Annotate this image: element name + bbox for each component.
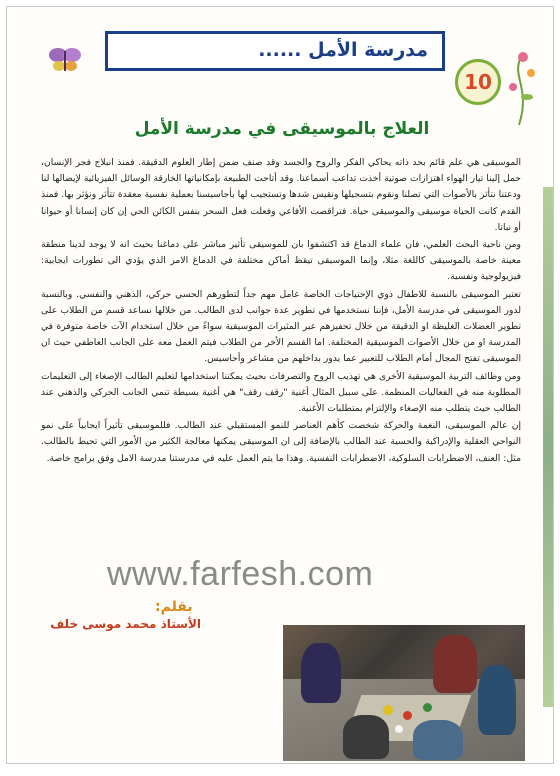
- watermark: www.farfesh.com: [107, 555, 374, 593]
- paragraph: الموسيقى هي علم قائم بحد ذاته يحاكي الفكر والروح والجسد وقد صنف ضمن إطار العلوم الدقيقة. فمنذ انبلاج فجر الإنسان، حمل إلينا تيار الهواء اهتزازات صوتية أخذت تداعب أسماعنا. وقد أتاحت الطبيعة بإمكانياتها الخارقة الوسائل الفيزيائية لإيصالها لنا ودعتنا نتأثر بالأصوات التي تصلنا ونقوم بتسجيلها ونقيس شدها وتستجيب لها بأحاسيسنا بعملية نفسية معقدة تتأثر ونؤثر بها. فمنذ القدم كانت الحياة موسيقى والموسيقى حياة. فتراقصت الأفاعي وفعلت فعل السحر بنفس الكائن الحي إن كان إنسانا أو حيوانا أو نباتا.: [41, 157, 521, 233]
- paragraph: ومن ناحية البحث العلمي، فان علماء الدماغ قد اكتشفوا بان للموسيقى تأثير مباشر على دماغنا بحيث انه لا يوجد لدينا منطقة معينة خاصة بالموسيقى كاللغة مثلا، وإنما الموسيقى تيقظ أماكن مختلفة في الدماغ الامر الذي يؤدي الى تطورات ايجابية: فيزيولوجية ونفسية.: [41, 239, 521, 283]
- section-title: مدرسة الأمل ......: [258, 39, 428, 61]
- paragraph: تعتبر الموسيقى بالنسبة للاطفال ذوي الإحتياجات الخاصة عامل مهم جداً لتطورهم الحسي حركي، الذهني والنفسي. وبالنسبة لدور الموسيقى في مدرسة الأمل، فإننا نستخدمها في تطوير عدة جوانب لدى الطالب. من خلالها نساعد قسم من الطلاب على تطوير العضلات الغليظة او الدقيقة من خلال تحفيزهم عبر المثيرات الموسيقية سواءً من خلال استخدام الآت خاصة متوفرة في المدرسة او من خلال الأصوات الموسيقية المختلفة. اما القسم الأخر من الطلاب فيتم العمل معه على الجانب العاطفي حيث ان الموسيقى تفتح المجال أمام الطلاب للتعبير عما يدور بداخلهم من مشاعر وأحاسيس.: [41, 288, 521, 365]
- flower-decoration-icon: [501, 47, 541, 127]
- butterfly-icon: [47, 45, 83, 75]
- paragraph: ومن وظائف التربية الموسيقية الأخرى هي تهذيب الروح والتصرفات بحيث يمكننا استخدامها لتعليم الطالب الإصغاء إلى التعليمات المطلوبة منه في الفعاليات المنظمة. على سبيل المثال أغنية "رقف رقف" هي أغنية بسيطة تنمي الجانب الحركي والذهني عند الطالب حيث يتطلب منه الإصغاء والإلتزام بمتطلبات الأغنية.: [41, 370, 521, 415]
- section-header: [105, 31, 445, 71]
- page-number: 10: [455, 59, 501, 105]
- article-title: العلاج بالموسيقى في مدرسة الأمل: [134, 119, 430, 139]
- author-name: الأستاذ محمد موسى خلف: [50, 617, 201, 631]
- article-body: [41, 155, 521, 468]
- magazine-page: [6, 6, 554, 764]
- classroom-photo: [283, 625, 525, 761]
- paragraph: إن عالم الموسيقى، النغمة والحركة شخصت كأهم العناصر للنمو المستقبلي عند الطالب. فللموسيقى تأثيراً ايجابياً على نمو النواحي العقلية والإدراكية والحسية عند الطالب بالإضافة إلى ان الموسيقى يمكنها معالجة الكثير من الأمور التي تحيط بالطالب. مثل: العنف، الاضطرابات السلوكية، الاضطرابات النفسية. وهذا ما يتم العمل عليه في مدرستنا مدرسة الامل وفق برامج خاصة.: [41, 420, 521, 464]
- byline-label: بقلم:: [155, 599, 193, 615]
- side-decoration: [543, 187, 553, 707]
